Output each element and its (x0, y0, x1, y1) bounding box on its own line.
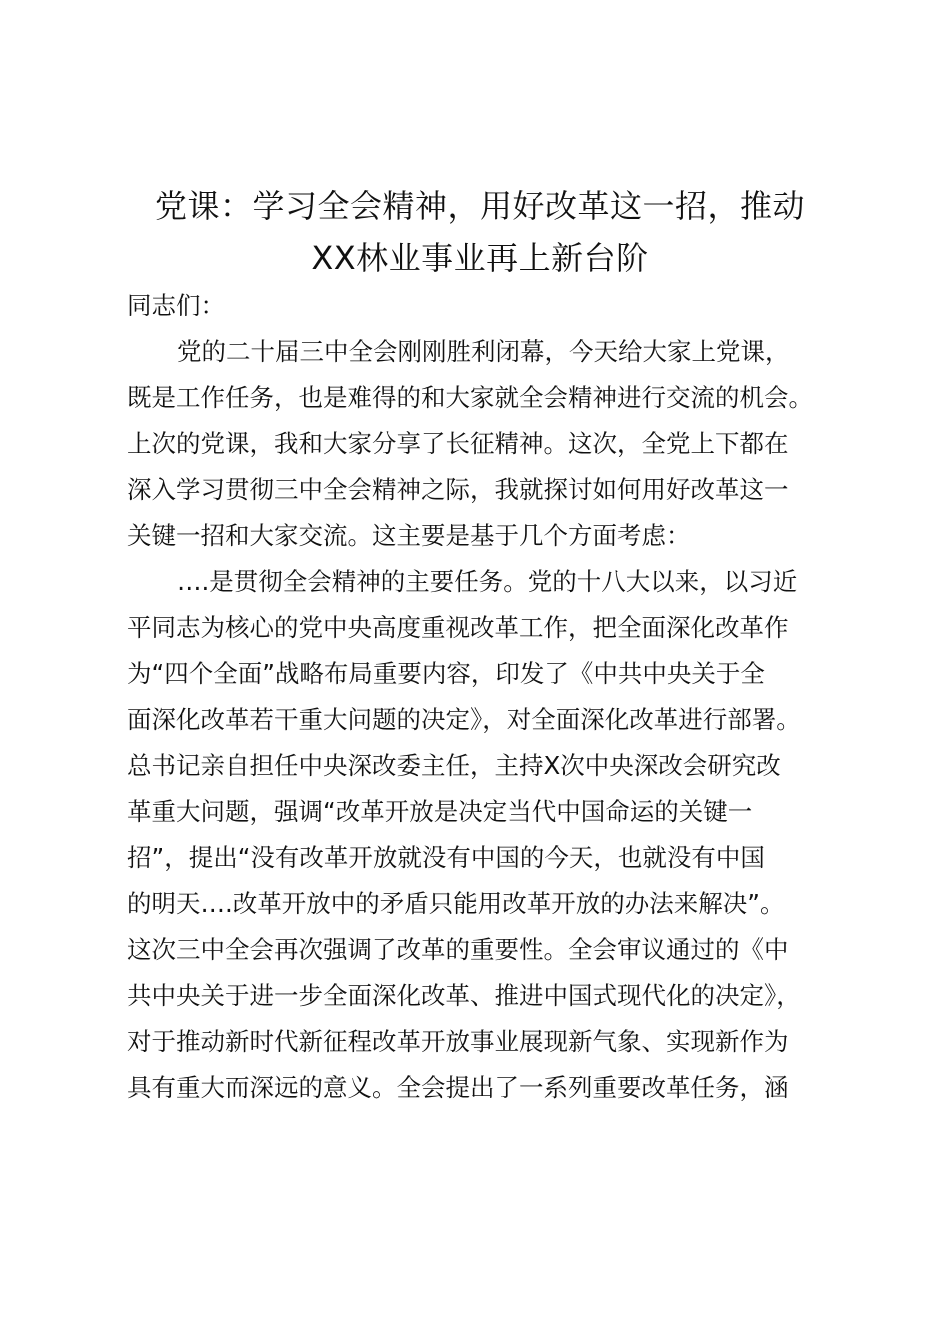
paragraph-line: 具有重大而深远的意义。全会提出了一系列重要改革任务，涵 (127, 1073, 789, 1102)
paragraph-line: 上次的党课，我和大家分享了长征精神。这次，全党上下都在 (127, 429, 789, 458)
paragraph-line: 面深化改革若干重大问题的决定》，对全面深化改革进行部署。 (127, 705, 801, 734)
paragraph-1 (127, 329, 847, 559)
document-title (100, 180, 860, 284)
paragraph-line: 招”，提出“没有改革开放就没有中国的今天，也就没有中国 (127, 843, 765, 872)
title-line-2: XX林业事业再上新台阶 (311, 239, 649, 277)
salutation: 同志们： (127, 291, 225, 320)
title-line-1: 党课：学习全会精神，用好改革这一招，推动 (154, 187, 805, 225)
paragraph-line: 对于推动新时代新征程改革开放事业展现新气象、实现新作为 (127, 1027, 789, 1056)
paragraph-line: 共中央关于进一步全面深化改革、推进中国式现代化的决定》， (127, 981, 801, 1010)
paragraph-line: 党的二十届三中全会刚刚胜利闭幕，今天给大家上党课， (177, 337, 790, 366)
paragraph-line: 平同志为核心的党中央高度重视改革工作，把全面深化改革作 (127, 613, 789, 642)
paragraph-line: 这次三中全会再次强调了改革的重要性。全会审议通过的《中 (127, 935, 789, 964)
paragraph-line: 革重大问题，强调“改革开放是决定当代中国命运的关键一 (127, 797, 753, 826)
paragraph-line: 深入学习贯彻三中全会精神之际，我就探讨如何用好改革这一 (127, 475, 789, 504)
paragraph-line: 关键一招和大家交流。这主要是基于几个方面考虑： (127, 521, 691, 550)
paragraph-line: ….是贯彻全会精神的主要任务。党的十八大以来，以习近 (177, 567, 798, 596)
paragraph-line: 总书记亲自担任中央深改委主任，主持X次中央深改会研究改 (127, 751, 781, 780)
paragraph-2 (127, 559, 847, 1111)
document-body (127, 283, 847, 1111)
paragraph-line: 为“四个全面”战略布局重要内容，印发了《中共中央关于全 (127, 659, 765, 688)
paragraph-line: 既是工作任务，也是难得的和大家就全会精神进行交流的机会。 (127, 383, 813, 412)
paragraph-line: 的明天….改革开放中的矛盾只能用改革开放的办法来解决”。 (127, 889, 785, 918)
